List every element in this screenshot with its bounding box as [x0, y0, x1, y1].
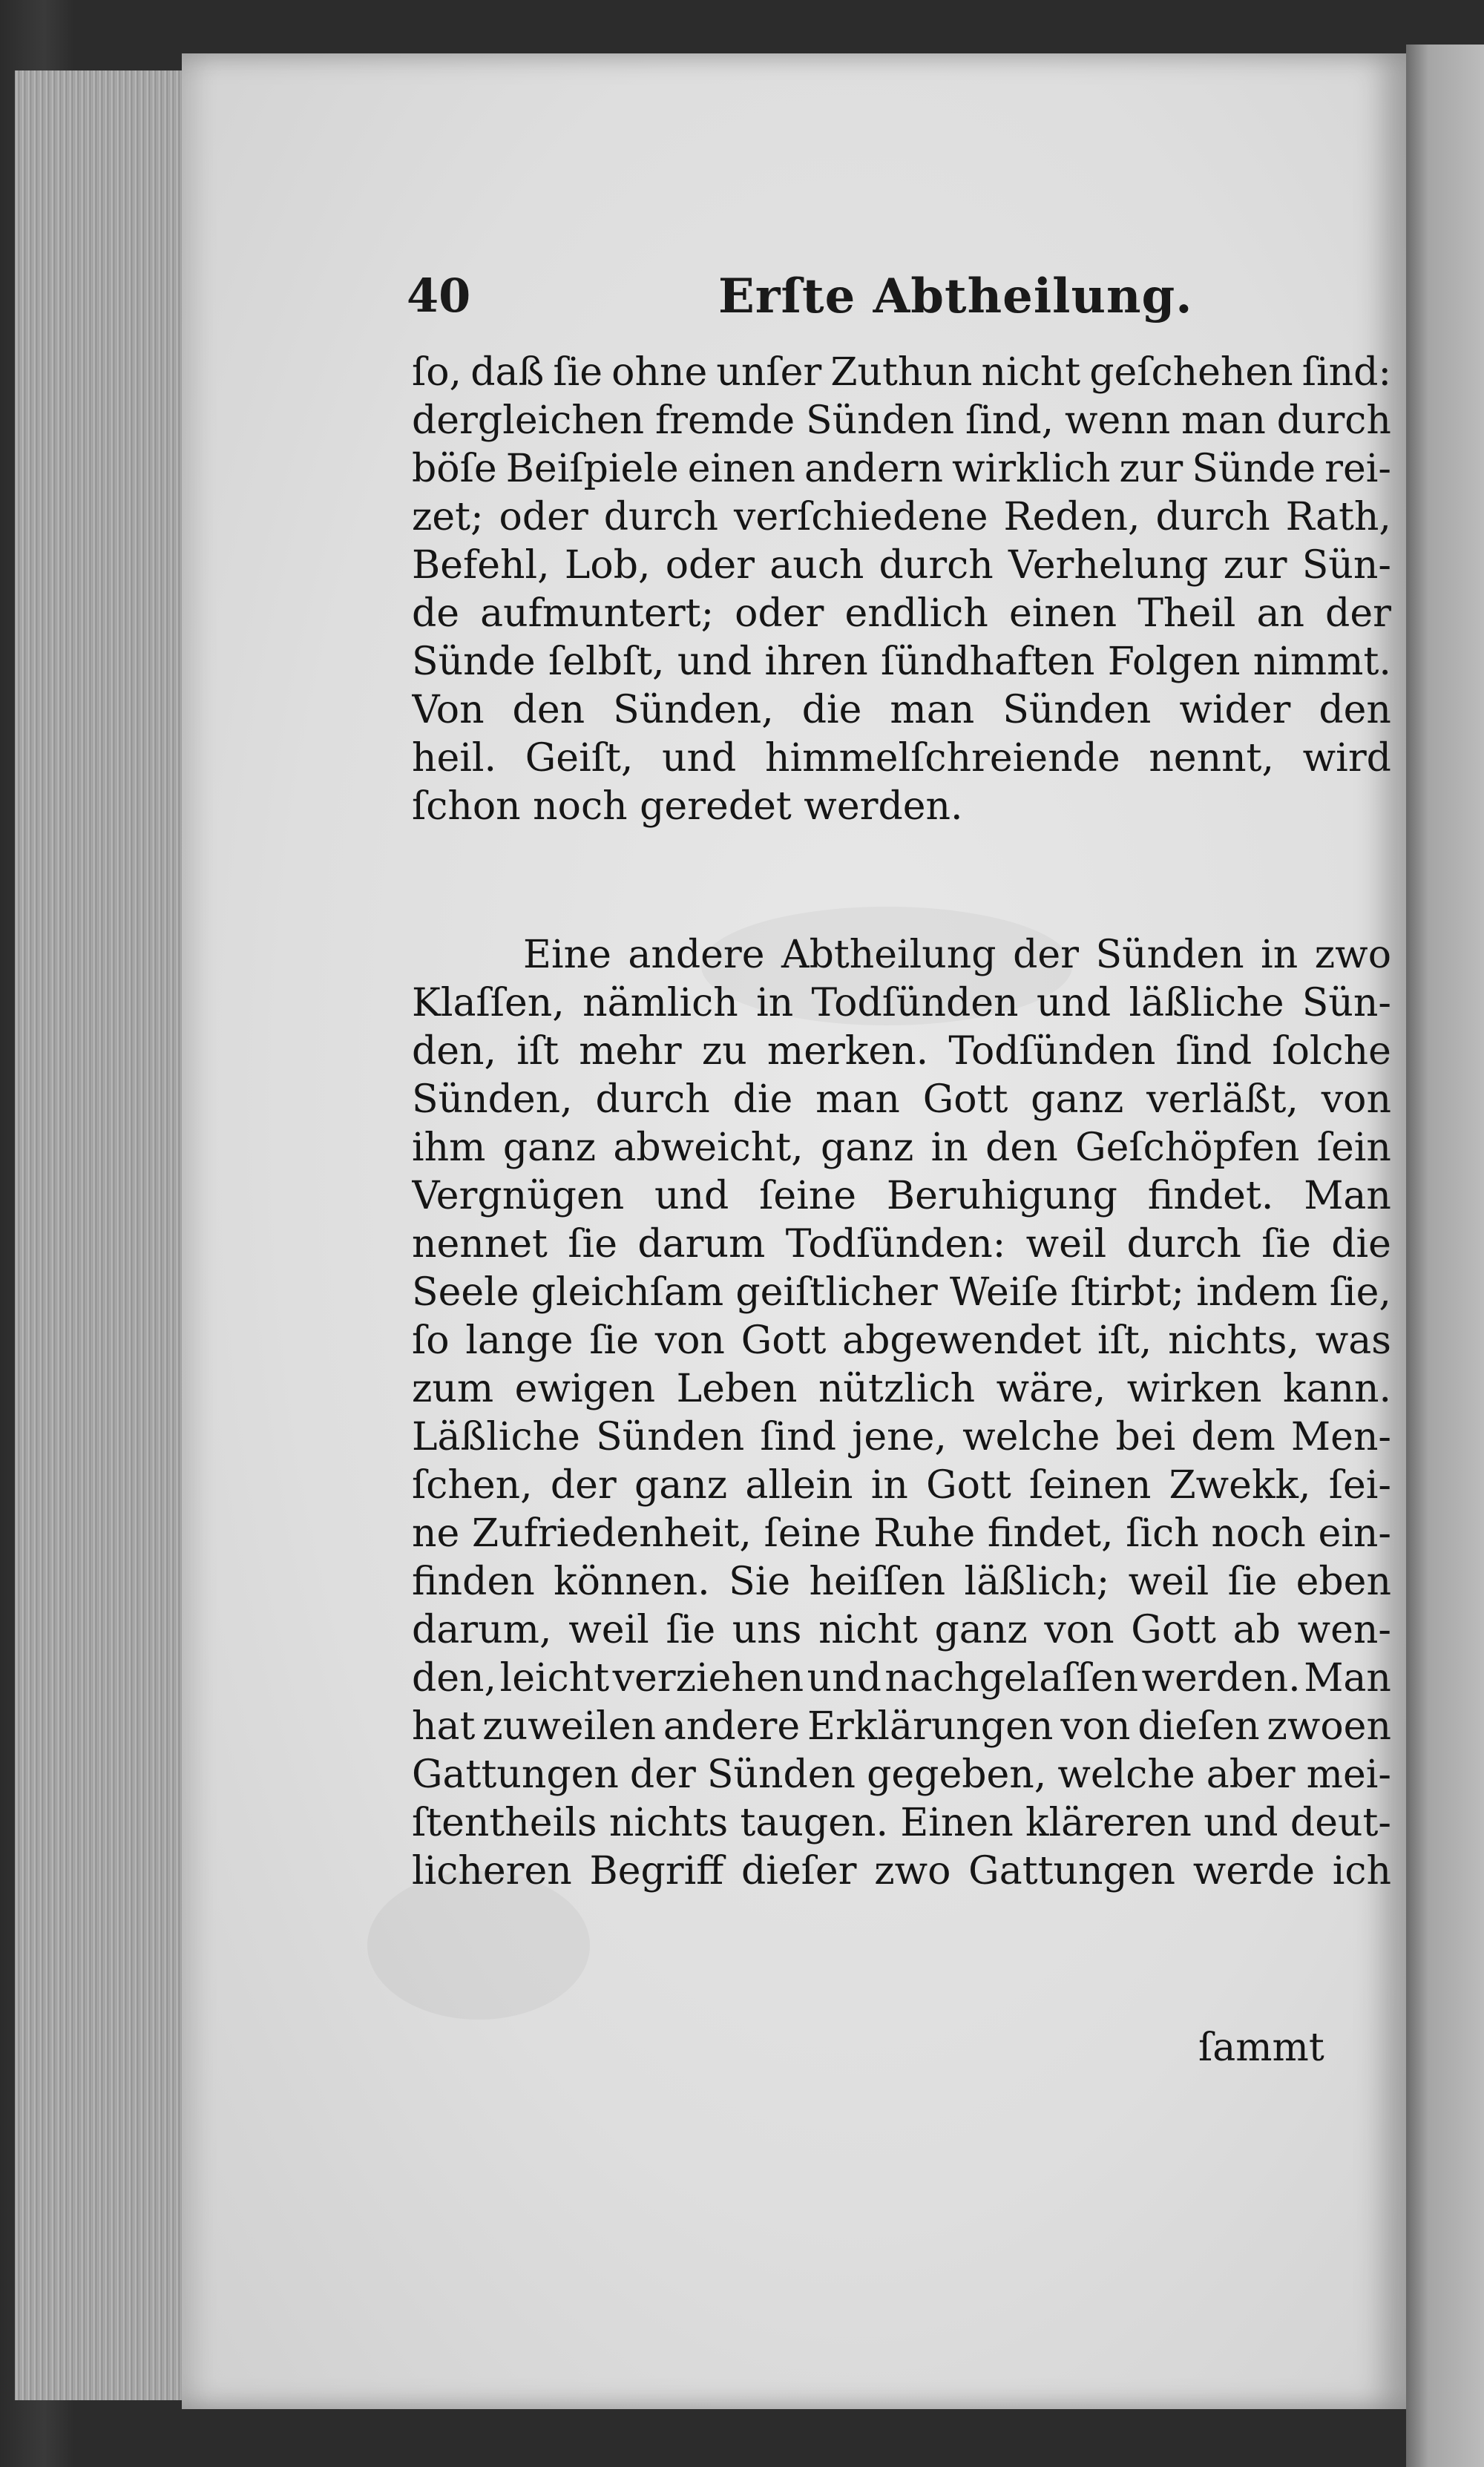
text-line: Klaſſen, nämlich in Todſünden und läßliche Sün-	[412, 981, 1391, 1025]
book-page-edges	[15, 70, 185, 2400]
text-line: Eine andere Abtheilung der Sünden in zwo	[523, 933, 1391, 977]
paragraph	[412, 931, 1391, 1896]
text-line: Sünde ſelbſt, und ihren ſündhaften Folgen nimmt.	[412, 640, 1391, 684]
text-line: ſchen, der ganz allein in Gott ſeinen Zwekk, ſei-	[412, 1463, 1391, 1508]
text-line: nennet ſie darum Todſünden: weil durch ſie die	[412, 1222, 1391, 1267]
text-line: zet; oder durch verſchiedene Reden, durch Rath,	[412, 495, 1391, 539]
text-line: Sünden, durch die man Gott ganz verläßt, von	[412, 1077, 1391, 1122]
text-line: Vergnügen und ſeine Beruhigung findet. Man	[412, 1174, 1391, 1218]
text-line: Seele gleichſam geiſtlicher Weiſe ſtirbt; indem ſie,	[412, 1270, 1391, 1315]
text-line: hat zuweilen andere Erklärungen von dieſen zwoen	[412, 1704, 1391, 1749]
text-line: dergleichen fremde Sünden ſind, wenn man durch	[412, 398, 1391, 443]
text-line: ſchon noch geredet werden.	[412, 784, 963, 829]
paragraph-gap	[412, 831, 1391, 931]
text-line: darum, weil ſie uns nicht ganz von Gott ab wen-	[412, 1608, 1391, 1652]
text-line: Gattungen der Sünden gegeben, welche aber mei-	[412, 1752, 1391, 1797]
text-line: heil. Geiſt, und himmelſchreiende nennt, wird	[412, 736, 1391, 781]
page-header	[407, 269, 1401, 335]
text-line: den, leicht verziehen und nachgelaſſen werden. Man	[412, 1656, 1391, 1701]
catchword: ſammt	[1198, 2026, 1324, 2070]
paragraph	[412, 349, 1391, 831]
text-line: ne Zufriedenheit, ſeine Ruhe findet, ſich noch ein-	[412, 1511, 1391, 1556]
text-line: ſtentheils nichts taugen. Einen kläreren und deut-	[412, 1801, 1391, 1845]
text-line: licheren Begriff dieſer zwo Gattungen werde ich	[412, 1849, 1391, 1893]
text-line: ihm ganz abweicht, ganz in den Geſchöpfen ſein	[412, 1126, 1391, 1170]
running-title: Erſte Abtheilung.	[718, 269, 1193, 324]
text-line: Läßliche Sünden ſind jene, welche bei dem Men-	[412, 1415, 1391, 1459]
page-number: 40	[407, 269, 471, 323]
text-line: ſo lange ſie von Gott abgewendet iſt, nichts, was	[412, 1318, 1391, 1363]
text-line: Von den Sünden, die man Sünden wider den	[412, 688, 1391, 732]
text-line: böſe Beiſpiele einen andern wirklich zur Sünde rei-	[412, 447, 1391, 491]
text-line: de aufmuntert; oder endlich einen Theil an der	[412, 591, 1391, 636]
text-line: Befehl, Lob, oder auch durch Verhelung zur Sün-	[412, 543, 1391, 588]
text-line: zum ewigen Leben nützlich wäre, wirken kann.	[412, 1367, 1391, 1411]
text-line: finden können. Sie heiſſen läßlich; weil ſie eben	[412, 1560, 1391, 1604]
text-line: ſo, daß ſie ohne unſer Zuthun nicht geſchehen ſind:	[412, 350, 1391, 395]
text-line: den, iſt mehr zu merken. Todſünden ſind ſolche	[412, 1029, 1391, 1074]
body-text	[412, 349, 1391, 1896]
adjacent-page-edge	[1406, 45, 1484, 2467]
